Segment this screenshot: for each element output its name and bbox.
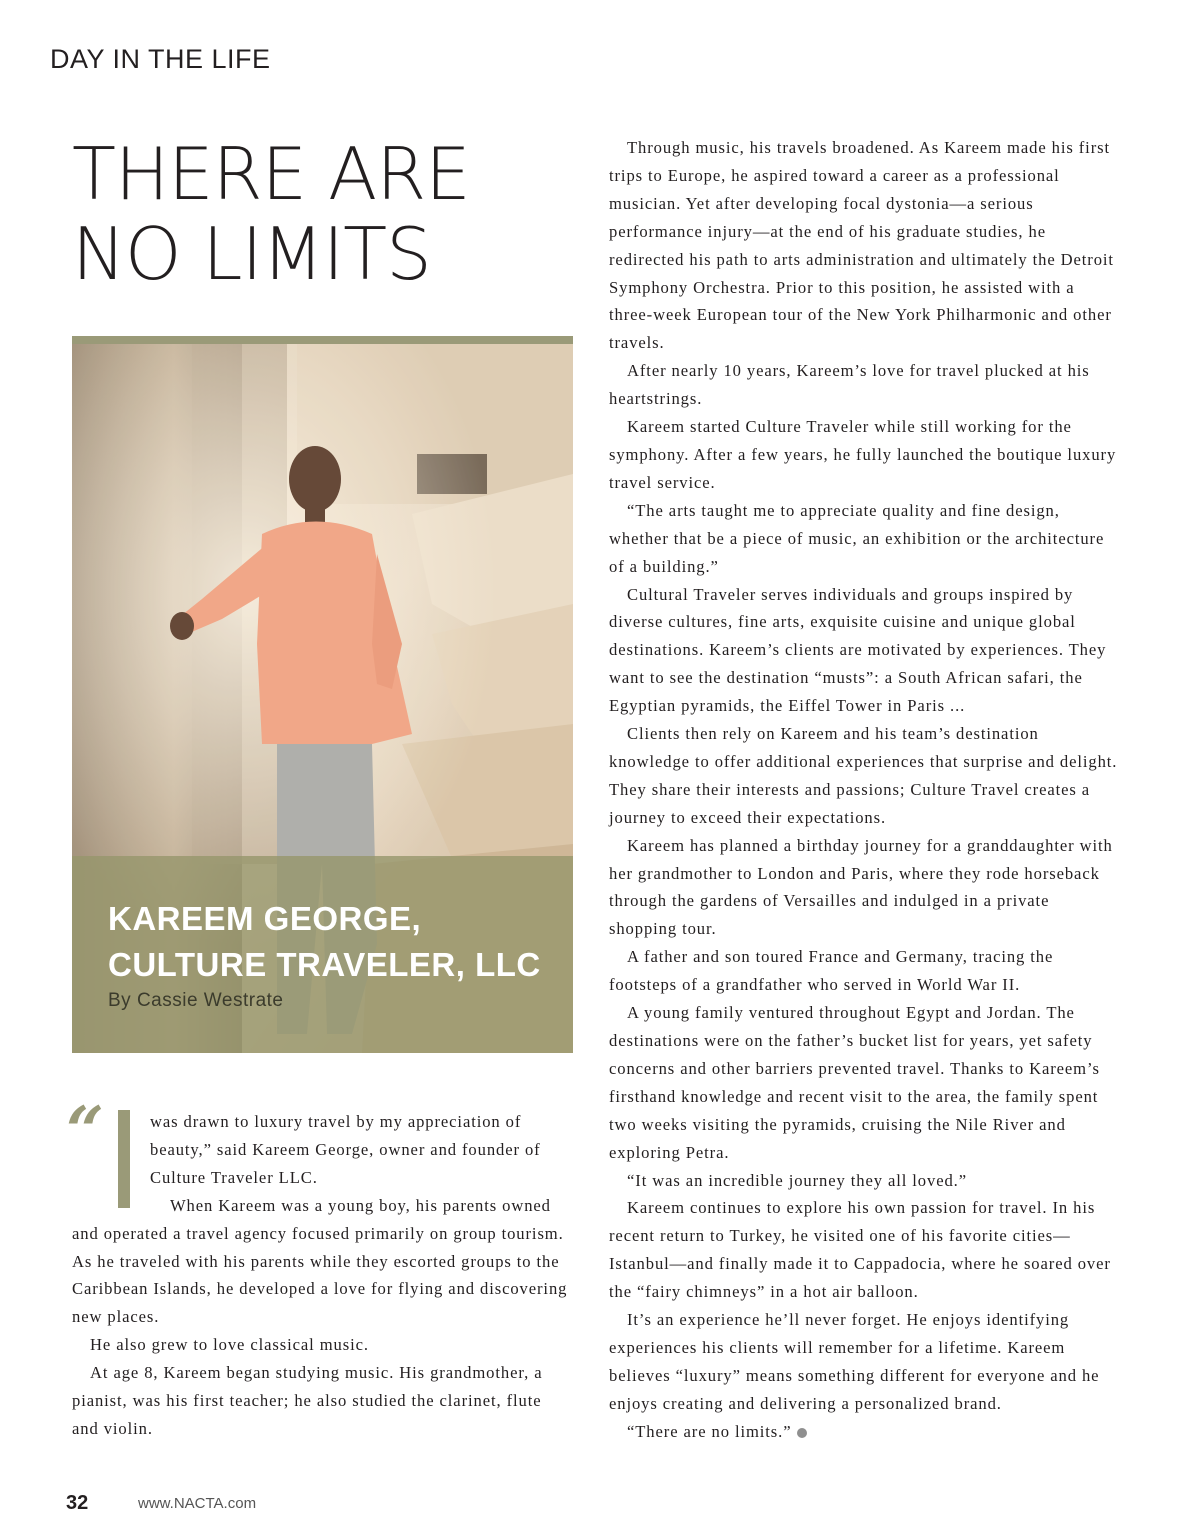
caption-box — [72, 856, 573, 1053]
website-link[interactable]: www.NACTA.com — [138, 1495, 257, 1512]
body-paragraph: “It was an incredible journey they all loved.” — [627, 1170, 967, 1190]
byline: By Cassie Westrate — [108, 990, 284, 1011]
profile-name-line-1: KAREEM GEORGE, — [108, 900, 422, 937]
right-column — [609, 134, 1119, 1446]
body-paragraph: When Kareem was a young boy, his parents owned and operated a travel agency focused primarily on group tourism. As he traveled with his parents while they escorted groups to the Caribbean Islands, he developed a love for flying and discovering new places. — [72, 1195, 568, 1327]
body-paragraph: Cultural Traveler serves individuals and groups inspired by diverse cultures, fine arts, exquisite cuisine and unique global destinations. Kareem’s clients are motivated by experiences. They want to see the destination “musts”: a South African safari, the Egyptian pyramids, the Eiffel Tower in Paris ... — [609, 584, 1107, 716]
left-column — [72, 1108, 572, 1443]
closing-paragraph — [609, 1418, 1119, 1446]
body-paragraph: Through music, his travels broadened. As Kareem made his first trips to Europe, he aspired toward a career as a professional musician. Yet after developing focal dystonia—a serious performance injury—at the end of his graduate studies, he redirected his path to arts administration and ultimately the Detroit Symphony Orchestra. Prior to this position, he assisted with a three-week European tour of the New York Philharmonic and other travels. — [609, 138, 1114, 353]
body-paragraph: Clients then rely on Kareem and his team’s destination knowledge to offer additional experiences that surprise and delight. They share their interests and passions; Culture Travel creates a journey to exceed their expectations. — [609, 724, 1118, 827]
page-number: 32 — [66, 1492, 89, 1514]
section-label: DAY IN THE LIFE — [50, 44, 271, 74]
body-paragraph: Kareem continues to explore his own passion for travel. In his recent return to Turkey, he visited one of his favorite cities—Istanbul—and finally made it to Cappadocia, where he soared over the “fairy chimneys” in a hot air balloon. — [609, 1198, 1111, 1302]
headline — [72, 134, 470, 294]
headline-line-1: THERE ARE — [72, 132, 470, 216]
body-paragraph: Kareem started Culture Traveler while still working for the symphony. After a few years, he fully launched the boutique luxury travel service. — [609, 417, 1117, 492]
headline-line-2: NO LIMITS — [72, 212, 431, 296]
body-paragraph: It’s an experience he’ll never forget. He enjoys identifying experiences his clients will remember for a lifetime. Kareem believes “luxury” means something different for everyone and he enjoys creating and delivering a personalized brand. — [609, 1310, 1100, 1413]
lead-paragraph: was drawn to luxury travel by my appreciation of beauty,” said Kareem George, owner and founder of Culture Traveler LLC. — [150, 1112, 541, 1187]
dropcap-quote-mark: “ — [66, 1092, 104, 1170]
body-paragraph: Kareem has planned a birthday journey for a granddaughter with her grandmother to London and Paris, where they rode horseback through the gardens of Versailles and indulged in a private shopping tour. — [609, 835, 1113, 939]
body-paragraph: “The arts taught me to appreciate quality and fine design, whether that be a piece of music, an exhibition or the architecture of a building.” — [609, 500, 1105, 576]
photo-accent-bar — [72, 336, 573, 344]
body-paragraph: He also grew to love classical music. — [90, 1335, 369, 1355]
body-paragraph: A young family ventured throughout Egypt and Jordan. The destinations were on the father’s bucket list for years, yet safety concerns and other barriers prevented travel. Thanks to Kareem’s firsthand knowledge and recent visit to the area, the family spent two weeks visiting the pyramids, cruising the Nile River and exploring Petra. — [609, 1003, 1100, 1162]
closing-quote: “There are no limits.” — [627, 1421, 792, 1441]
end-mark-icon — [797, 1428, 807, 1438]
profile-name-line-2: CULTURE TRAVELER, LLC — [108, 946, 541, 983]
body-paragraph: After nearly 10 years, Kareem’s love for travel plucked at his heartstrings. — [609, 361, 1090, 409]
body-paragraph: At age 8, Kareem began studying music. His grandmother, a pianist, was his first teacher; he also studied the clarinet, flute and violin. — [72, 1363, 543, 1438]
body-paragraph: A father and son toured France and Germany, tracing the footsteps of a grandfather who served in World War II. — [609, 947, 1054, 995]
profile-name — [108, 896, 541, 988]
